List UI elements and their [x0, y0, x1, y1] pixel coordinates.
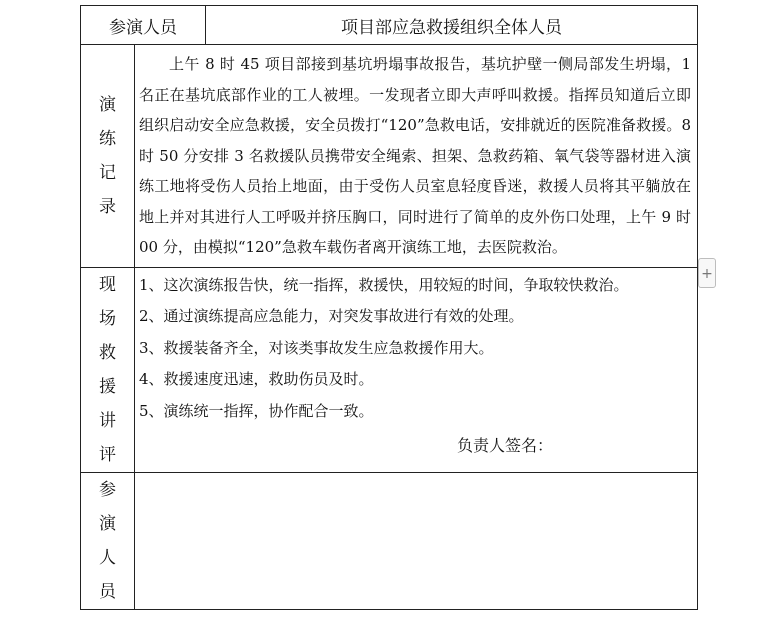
- review-item: 4、救援速度迅速，救助伤员及时。: [139, 370, 374, 388]
- participants-row: [81, 6, 698, 45]
- drill-record-table: [80, 5, 698, 610]
- review-row: [81, 267, 698, 472]
- participants-sign-label-char: 员: [99, 581, 116, 602]
- record-label-char: 录: [99, 196, 116, 217]
- review-label-char: 场: [99, 308, 116, 329]
- participants-label: 参演人员: [81, 6, 206, 45]
- review-item: 2、通过演练提高应急能力，对突发事故进行有效的处理。: [139, 307, 524, 325]
- participants-sign-label-char: 人: [99, 547, 116, 568]
- participants-sign-area[interactable]: [135, 472, 698, 609]
- add-column-handle[interactable]: +: [698, 258, 716, 288]
- review-item: 3、救援装备齐全，对该类事故发生应急救援作用大。: [139, 338, 494, 357]
- review-label-char: 现: [99, 274, 116, 295]
- review-item: 1、这次演练报告快，统一指挥，救援快，用较短的时间，争取较快救治。: [139, 275, 629, 294]
- review-label-char: 援: [99, 376, 116, 397]
- review-label-char: 评: [99, 444, 116, 465]
- review-label-char: 讲: [99, 410, 116, 431]
- review-item: 5、演练统一指挥，协作配合一致。: [139, 401, 374, 420]
- participants-sign-row: [81, 472, 698, 609]
- record-row: [81, 45, 698, 268]
- review-label-char: 救: [99, 342, 116, 363]
- review-label: [81, 267, 135, 472]
- review-content[interactable]: [135, 267, 698, 472]
- participants-value[interactable]: 项目部应急救援组织全体人员: [206, 6, 698, 45]
- record-text[interactable]: 上午 8 时 45 项目部接到基坑坍塌事故报告，基坑护壁一侧局部发生坍塌，1 名正在基坑底部作业的工人被埋。一发现者立即大声呼叫救援。指挥员知道后立即组织启动安全应急救援，安全员拨打“120”急救电话，安排就近的医院准备救援。8 时 50 分安排 3 名救援队员携带安全绳索、担架、急救药箱、氧气袋等器材进入演练工地将受伤人员抬上地面，由于受伤人员室息轻度昏迷，救援人员将其平躺放在地上并对其进行人工呼吸并挤压胸口，同时进行了简单的皮外伤口处理，上午 9 时 00 分，由模拟“120”急救车载伤者离开演练工地，去医院救治。: [135, 45, 698, 268]
- participants-sign-label-char: 演: [99, 513, 116, 534]
- participants-sign-label: [81, 472, 135, 609]
- participants-sign-label-char: 参: [99, 479, 116, 500]
- record-label-char: 记: [99, 162, 116, 183]
- record-label-char: 演: [99, 94, 116, 115]
- signature-label: 负责人签名：: [457, 436, 554, 455]
- record-label-char: 练: [99, 128, 116, 149]
- record-label: [81, 45, 135, 268]
